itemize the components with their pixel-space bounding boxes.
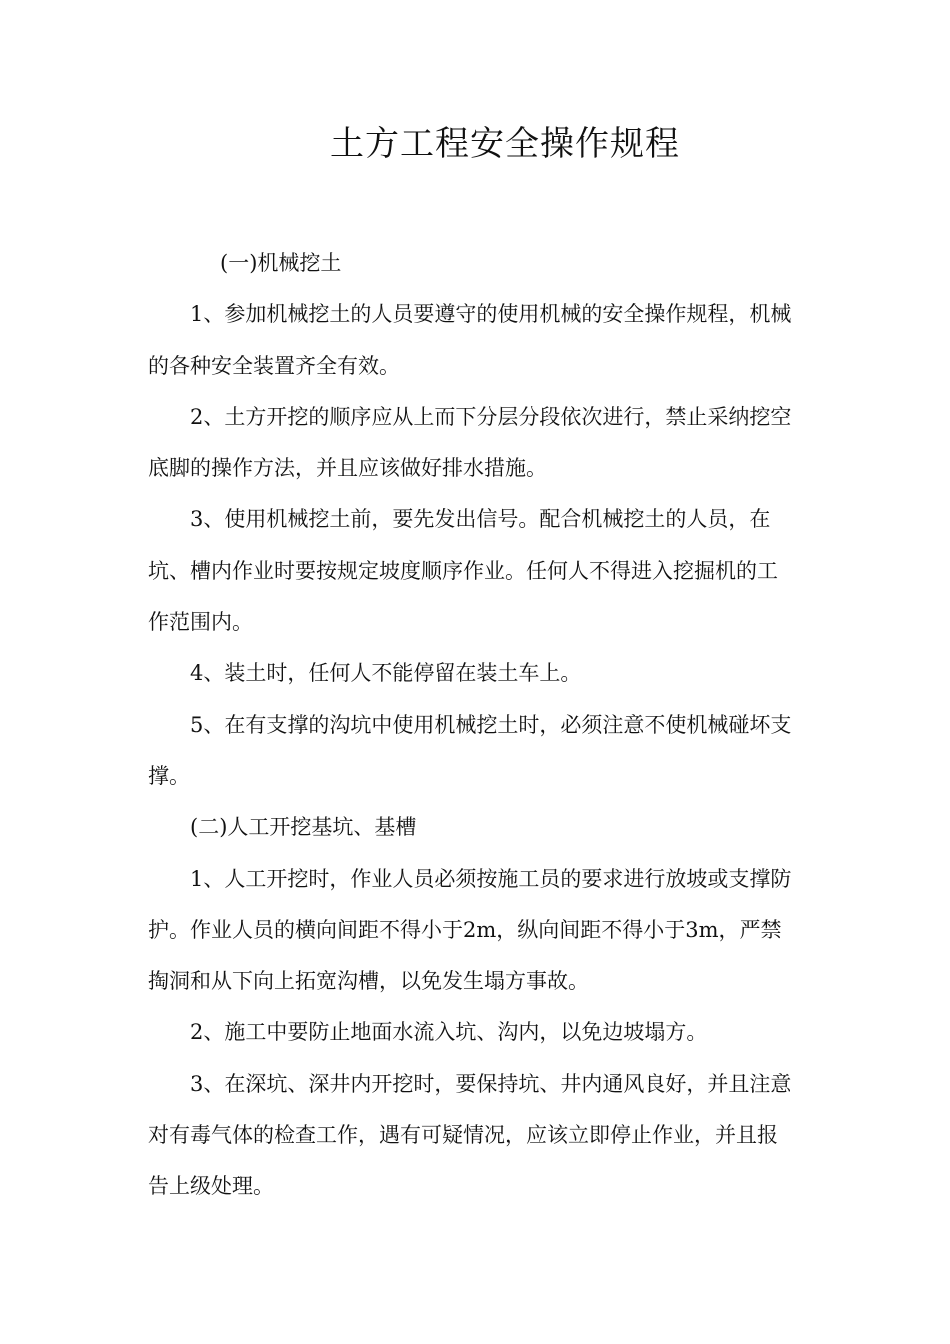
paragraph: 1、参加机械挖土的人员要遵守的使用机械的安全操作规程，机械的各种安全装置齐全有效。 (148, 302, 792, 378)
paragraph: 3、在深坑、深井内开挖时，要保持坑、井内通风良好，并且注意对有毒气体的检查工作，遇有可疑情况，应该立即停止作业，并且报告上级处理。 (148, 1071, 792, 1199)
section-heading: (一)机械挖土 (220, 251, 342, 275)
document-title: 土方工程安全操作规程 (330, 124, 680, 164)
section-heading: (二)人工开挖基坑、基槽 (190, 815, 417, 840)
paragraph: 3、使用机械挖土前，要先发出信号。配合机械挖土的人员，在坑、槽内作业时要按规定坡度顺序作业。任何人不得进入挖掘机的工作范围内。 (148, 507, 778, 635)
paragraph: 2、土方开挖的顺序应从上而下分层分段依次进行，禁止采纳挖空底脚的操作方法，并且应该做好排水措施。 (148, 404, 792, 481)
paragraph: 5、在有支撑的沟坑中使用机械挖土时，必须注意不使机械碰坏支撑。 (148, 712, 792, 788)
paragraph: 1、人工开挖时，作业人员必须按施工员的要求进行放坡或支撑防护。作业人员的横向间距不得小于2m，纵向间距不得小于3m，严禁掏洞和从下向上拓宽沟槽，以免发生塌方事故。 (148, 866, 792, 994)
paragraph: 4、装土时，任何人不能停留在装土车上。 (190, 661, 582, 686)
paragraph: 2、施工中要防止地面水流入坑、沟内，以免边坡塌方。 (190, 1020, 708, 1045)
document-body (148, 238, 798, 1213)
